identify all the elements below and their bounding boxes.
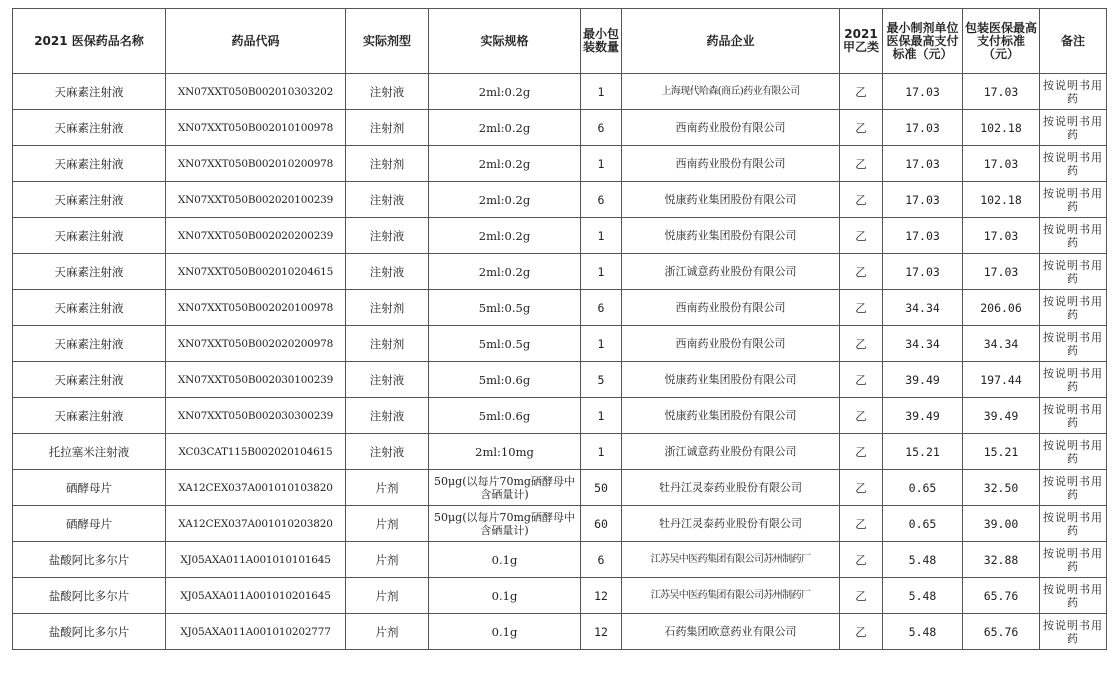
table-row — [13, 614, 1107, 650]
company-cell: 石药集团欧意药业有限公司 — [622, 614, 840, 650]
min-pack-qty-cell: 50 — [581, 470, 622, 506]
class-cell: 乙 — [840, 470, 883, 506]
company-cell: 浙江诚意药业股份有限公司 — [622, 254, 840, 290]
company-cell: 牡丹江灵泰药业股份有限公司 — [622, 470, 840, 506]
dosage-form-cell: 注射剂 — [346, 290, 429, 326]
class-cell: 乙 — [840, 434, 883, 470]
pack-price-cell: 15.21 — [963, 434, 1040, 470]
dosage-form-cell: 片剂 — [346, 506, 429, 542]
pack-price-cell: 197.44 — [963, 362, 1040, 398]
company-cell: 西南药业股份有限公司 — [622, 326, 840, 362]
pack-price-cell: 39.49 — [963, 398, 1040, 434]
pack-price-cell: 39.00 — [963, 506, 1040, 542]
pack-price-cell: 206.06 — [963, 290, 1040, 326]
drug-code-cell: XN07XXT050B002020200239 — [166, 218, 346, 254]
drug-code-cell: XC03CAT115B002020104615 — [166, 434, 346, 470]
pack-price-cell: 102.18 — [963, 182, 1040, 218]
drug-name-cell: 天麻素注射液 — [13, 218, 166, 254]
table-row — [13, 146, 1107, 182]
pack-price-cell: 34.34 — [963, 326, 1040, 362]
table-row — [13, 578, 1107, 614]
unit-price-cell: 5.48 — [883, 542, 963, 578]
table-row — [13, 254, 1107, 290]
specification-cell: 0.1g — [429, 542, 581, 578]
specification-cell: 2ml:0.2g — [429, 74, 581, 110]
specification-cell: 0.1g — [429, 614, 581, 650]
specification-cell: 2ml:0.2g — [429, 110, 581, 146]
remark-cell: 按说明书用药 — [1040, 398, 1107, 434]
remark-cell: 按说明书用药 — [1040, 542, 1107, 578]
company-cell: 上海现代哈森(商丘)药业有限公司 — [622, 74, 840, 110]
unit-price-cell: 5.48 — [883, 614, 963, 650]
drug-code-cell: XA12CEX037A001010103820 — [166, 470, 346, 506]
pack-price-cell: 32.50 — [963, 470, 1040, 506]
company-cell: 西南药业股份有限公司 — [622, 110, 840, 146]
header-class: 2021甲乙类 — [840, 9, 883, 74]
remark-cell: 按说明书用药 — [1040, 74, 1107, 110]
company-cell: 西南药业股份有限公司 — [622, 146, 840, 182]
specification-cell: 5ml:0.6g — [429, 398, 581, 434]
dosage-form-cell: 注射剂 — [346, 110, 429, 146]
company-cell: 江苏吴中医药集团有限公司苏州制药厂 — [622, 542, 840, 578]
table-row — [13, 434, 1107, 470]
drug-code-cell: XN07XXT050B002020200978 — [166, 326, 346, 362]
unit-price-cell: 39.49 — [883, 398, 963, 434]
min-pack-qty-cell: 1 — [581, 218, 622, 254]
remark-cell: 按说明书用药 — [1040, 362, 1107, 398]
table-row — [13, 506, 1107, 542]
table-row — [13, 182, 1107, 218]
drug-name-cell: 硒酵母片 — [13, 470, 166, 506]
dosage-form-cell: 片剂 — [346, 578, 429, 614]
drug-code-cell: XJ05AXA011A001010101645 — [166, 542, 346, 578]
company-cell: 江苏吴中医药集团有限公司苏州制药厂 — [622, 578, 840, 614]
unit-price-cell: 17.03 — [883, 74, 963, 110]
table-row — [13, 398, 1107, 434]
table-body — [13, 74, 1107, 650]
dosage-form-cell: 注射液 — [346, 362, 429, 398]
class-cell: 乙 — [840, 578, 883, 614]
specification-cell: 0.1g — [429, 578, 581, 614]
unit-price-cell: 17.03 — [883, 182, 963, 218]
drug-name-cell: 天麻素注射液 — [13, 182, 166, 218]
company-cell: 牡丹江灵泰药业股份有限公司 — [622, 506, 840, 542]
class-cell: 乙 — [840, 218, 883, 254]
remark-cell: 按说明书用药 — [1040, 110, 1107, 146]
class-cell: 乙 — [840, 326, 883, 362]
table-row — [13, 362, 1107, 398]
remark-cell: 按说明书用药 — [1040, 326, 1107, 362]
header-unit-price: 最小制剂单位医保最高支付标准（元） — [883, 9, 963, 74]
dosage-form-cell: 注射液 — [346, 254, 429, 290]
dosage-form-cell: 片剂 — [346, 470, 429, 506]
min-pack-qty-cell: 6 — [581, 182, 622, 218]
specification-cell: 2ml:0.2g — [429, 254, 581, 290]
unit-price-cell: 17.03 — [883, 218, 963, 254]
specification-cell: 50μg(以每片70mg硒酵母中含硒量计) — [429, 506, 581, 542]
class-cell: 乙 — [840, 146, 883, 182]
drug-name-cell: 盐酸阿比多尔片 — [13, 578, 166, 614]
header-specification: 实际规格 — [429, 9, 581, 74]
min-pack-qty-cell: 12 — [581, 578, 622, 614]
company-cell: 西南药业股份有限公司 — [622, 290, 840, 326]
pack-price-cell: 17.03 — [963, 146, 1040, 182]
drug-name-cell: 天麻素注射液 — [13, 110, 166, 146]
remark-cell: 按说明书用药 — [1040, 146, 1107, 182]
drug-code-cell: XN07XXT050B002010200978 — [166, 146, 346, 182]
dosage-form-cell: 片剂 — [346, 614, 429, 650]
specification-cell: 2ml:10mg — [429, 434, 581, 470]
unit-price-cell: 0.65 — [883, 470, 963, 506]
drug-code-cell: XJ05AXA011A001010201645 — [166, 578, 346, 614]
unit-price-cell: 15.21 — [883, 434, 963, 470]
drug-name-cell: 托拉塞米注射液 — [13, 434, 166, 470]
unit-price-cell: 39.49 — [883, 362, 963, 398]
unit-price-cell: 0.65 — [883, 506, 963, 542]
remark-cell: 按说明书用药 — [1040, 578, 1107, 614]
unit-price-cell: 17.03 — [883, 146, 963, 182]
drug-name-cell: 天麻素注射液 — [13, 254, 166, 290]
header-pack-price: 包装医保最高支付标准（元） — [963, 9, 1040, 74]
drug-payment-table — [12, 8, 1107, 650]
drug-payment-standard-sheet — [12, 8, 1106, 650]
dosage-form-cell: 注射液 — [346, 398, 429, 434]
table-row — [13, 218, 1107, 254]
table-row — [13, 290, 1107, 326]
pack-price-cell: 17.03 — [963, 218, 1040, 254]
pack-price-cell: 65.76 — [963, 614, 1040, 650]
remark-cell: 按说明书用药 — [1040, 182, 1107, 218]
min-pack-qty-cell: 5 — [581, 362, 622, 398]
drug-name-cell: 天麻素注射液 — [13, 146, 166, 182]
class-cell: 乙 — [840, 398, 883, 434]
drug-code-cell: XN07XXT050B002030300239 — [166, 398, 346, 434]
unit-price-cell: 34.34 — [883, 326, 963, 362]
drug-name-cell: 硒酵母片 — [13, 506, 166, 542]
company-cell: 悦康药业集团股份有限公司 — [622, 398, 840, 434]
header-dosage-form: 实际剂型 — [346, 9, 429, 74]
dosage-form-cell: 注射液 — [346, 182, 429, 218]
drug-name-cell: 盐酸阿比多尔片 — [13, 614, 166, 650]
company-cell: 浙江诚意药业股份有限公司 — [622, 434, 840, 470]
specification-cell: 5ml:0.6g — [429, 362, 581, 398]
min-pack-qty-cell: 1 — [581, 74, 622, 110]
min-pack-qty-cell: 6 — [581, 110, 622, 146]
drug-code-cell: XN07XXT050B002010204615 — [166, 254, 346, 290]
drug-name-cell: 天麻素注射液 — [13, 326, 166, 362]
header-remark: 备注 — [1040, 9, 1107, 74]
drug-code-cell: XN07XXT050B002010100978 — [166, 110, 346, 146]
dosage-form-cell: 注射剂 — [346, 146, 429, 182]
min-pack-qty-cell: 1 — [581, 398, 622, 434]
drug-name-cell: 盐酸阿比多尔片 — [13, 542, 166, 578]
specification-cell: 5ml:0.5g — [429, 290, 581, 326]
pack-price-cell: 32.88 — [963, 542, 1040, 578]
remark-cell: 按说明书用药 — [1040, 434, 1107, 470]
table-row — [13, 470, 1107, 506]
header-min-pack-qty: 最小包装数量 — [581, 9, 622, 74]
specification-cell: 2ml:0.2g — [429, 182, 581, 218]
remark-cell: 按说明书用药 — [1040, 614, 1107, 650]
dosage-form-cell: 注射液 — [346, 218, 429, 254]
header-company: 药品企业 — [622, 9, 840, 74]
drug-name-cell: 天麻素注射液 — [13, 290, 166, 326]
company-cell: 悦康药业集团股份有限公司 — [622, 362, 840, 398]
unit-price-cell: 17.03 — [883, 254, 963, 290]
drug-code-cell: XN07XXT050B002020100239 — [166, 182, 346, 218]
class-cell: 乙 — [840, 182, 883, 218]
specification-cell: 50μg(以每片70mg硒酵母中含硒量计) — [429, 470, 581, 506]
drug-name-cell: 天麻素注射液 — [13, 74, 166, 110]
table-row — [13, 326, 1107, 362]
pack-price-cell: 102.18 — [963, 110, 1040, 146]
company-cell: 悦康药业集团股份有限公司 — [622, 218, 840, 254]
class-cell: 乙 — [840, 506, 883, 542]
min-pack-qty-cell: 6 — [581, 290, 622, 326]
drug-code-cell: XN07XXT050B002010303202 — [166, 74, 346, 110]
header-drug-code: 药品代码 — [166, 9, 346, 74]
remark-cell: 按说明书用药 — [1040, 254, 1107, 290]
remark-cell: 按说明书用药 — [1040, 218, 1107, 254]
min-pack-qty-cell: 1 — [581, 434, 622, 470]
unit-price-cell: 34.34 — [883, 290, 963, 326]
min-pack-qty-cell: 6 — [581, 542, 622, 578]
class-cell: 乙 — [840, 542, 883, 578]
header-drug-name: 2021 医保药品名称 — [13, 9, 166, 74]
table-row — [13, 74, 1107, 110]
class-cell: 乙 — [840, 614, 883, 650]
table-row — [13, 110, 1107, 146]
dosage-form-cell: 注射剂 — [346, 326, 429, 362]
drug-name-cell: 天麻素注射液 — [13, 362, 166, 398]
class-cell: 乙 — [840, 362, 883, 398]
class-cell: 乙 — [840, 254, 883, 290]
min-pack-qty-cell: 1 — [581, 326, 622, 362]
remark-cell: 按说明书用药 — [1040, 290, 1107, 326]
specification-cell: 2ml:0.2g — [429, 218, 581, 254]
remark-cell: 按说明书用药 — [1040, 470, 1107, 506]
dosage-form-cell: 注射液 — [346, 74, 429, 110]
remark-cell: 按说明书用药 — [1040, 506, 1107, 542]
specification-cell: 5ml:0.5g — [429, 326, 581, 362]
min-pack-qty-cell: 1 — [581, 146, 622, 182]
dosage-form-cell: 片剂 — [346, 542, 429, 578]
table-row — [13, 542, 1107, 578]
min-pack-qty-cell: 1 — [581, 254, 622, 290]
unit-price-cell: 5.48 — [883, 578, 963, 614]
unit-price-cell: 17.03 — [883, 110, 963, 146]
company-cell: 悦康药业集团股份有限公司 — [622, 182, 840, 218]
min-pack-qty-cell: 12 — [581, 614, 622, 650]
class-cell: 乙 — [840, 74, 883, 110]
drug-code-cell: XA12CEX037A001010203820 — [166, 506, 346, 542]
pack-price-cell: 17.03 — [963, 74, 1040, 110]
pack-price-cell: 17.03 — [963, 254, 1040, 290]
class-cell: 乙 — [840, 110, 883, 146]
pack-price-cell: 65.76 — [963, 578, 1040, 614]
drug-name-cell: 天麻素注射液 — [13, 398, 166, 434]
drug-code-cell: XN07XXT050B002030100239 — [166, 362, 346, 398]
specification-cell: 2ml:0.2g — [429, 146, 581, 182]
dosage-form-cell: 注射液 — [346, 434, 429, 470]
drug-code-cell: XJ05AXA011A001010202777 — [166, 614, 346, 650]
drug-code-cell: XN07XXT050B002020100978 — [166, 290, 346, 326]
min-pack-qty-cell: 60 — [581, 506, 622, 542]
class-cell: 乙 — [840, 290, 883, 326]
header-row — [13, 9, 1107, 74]
